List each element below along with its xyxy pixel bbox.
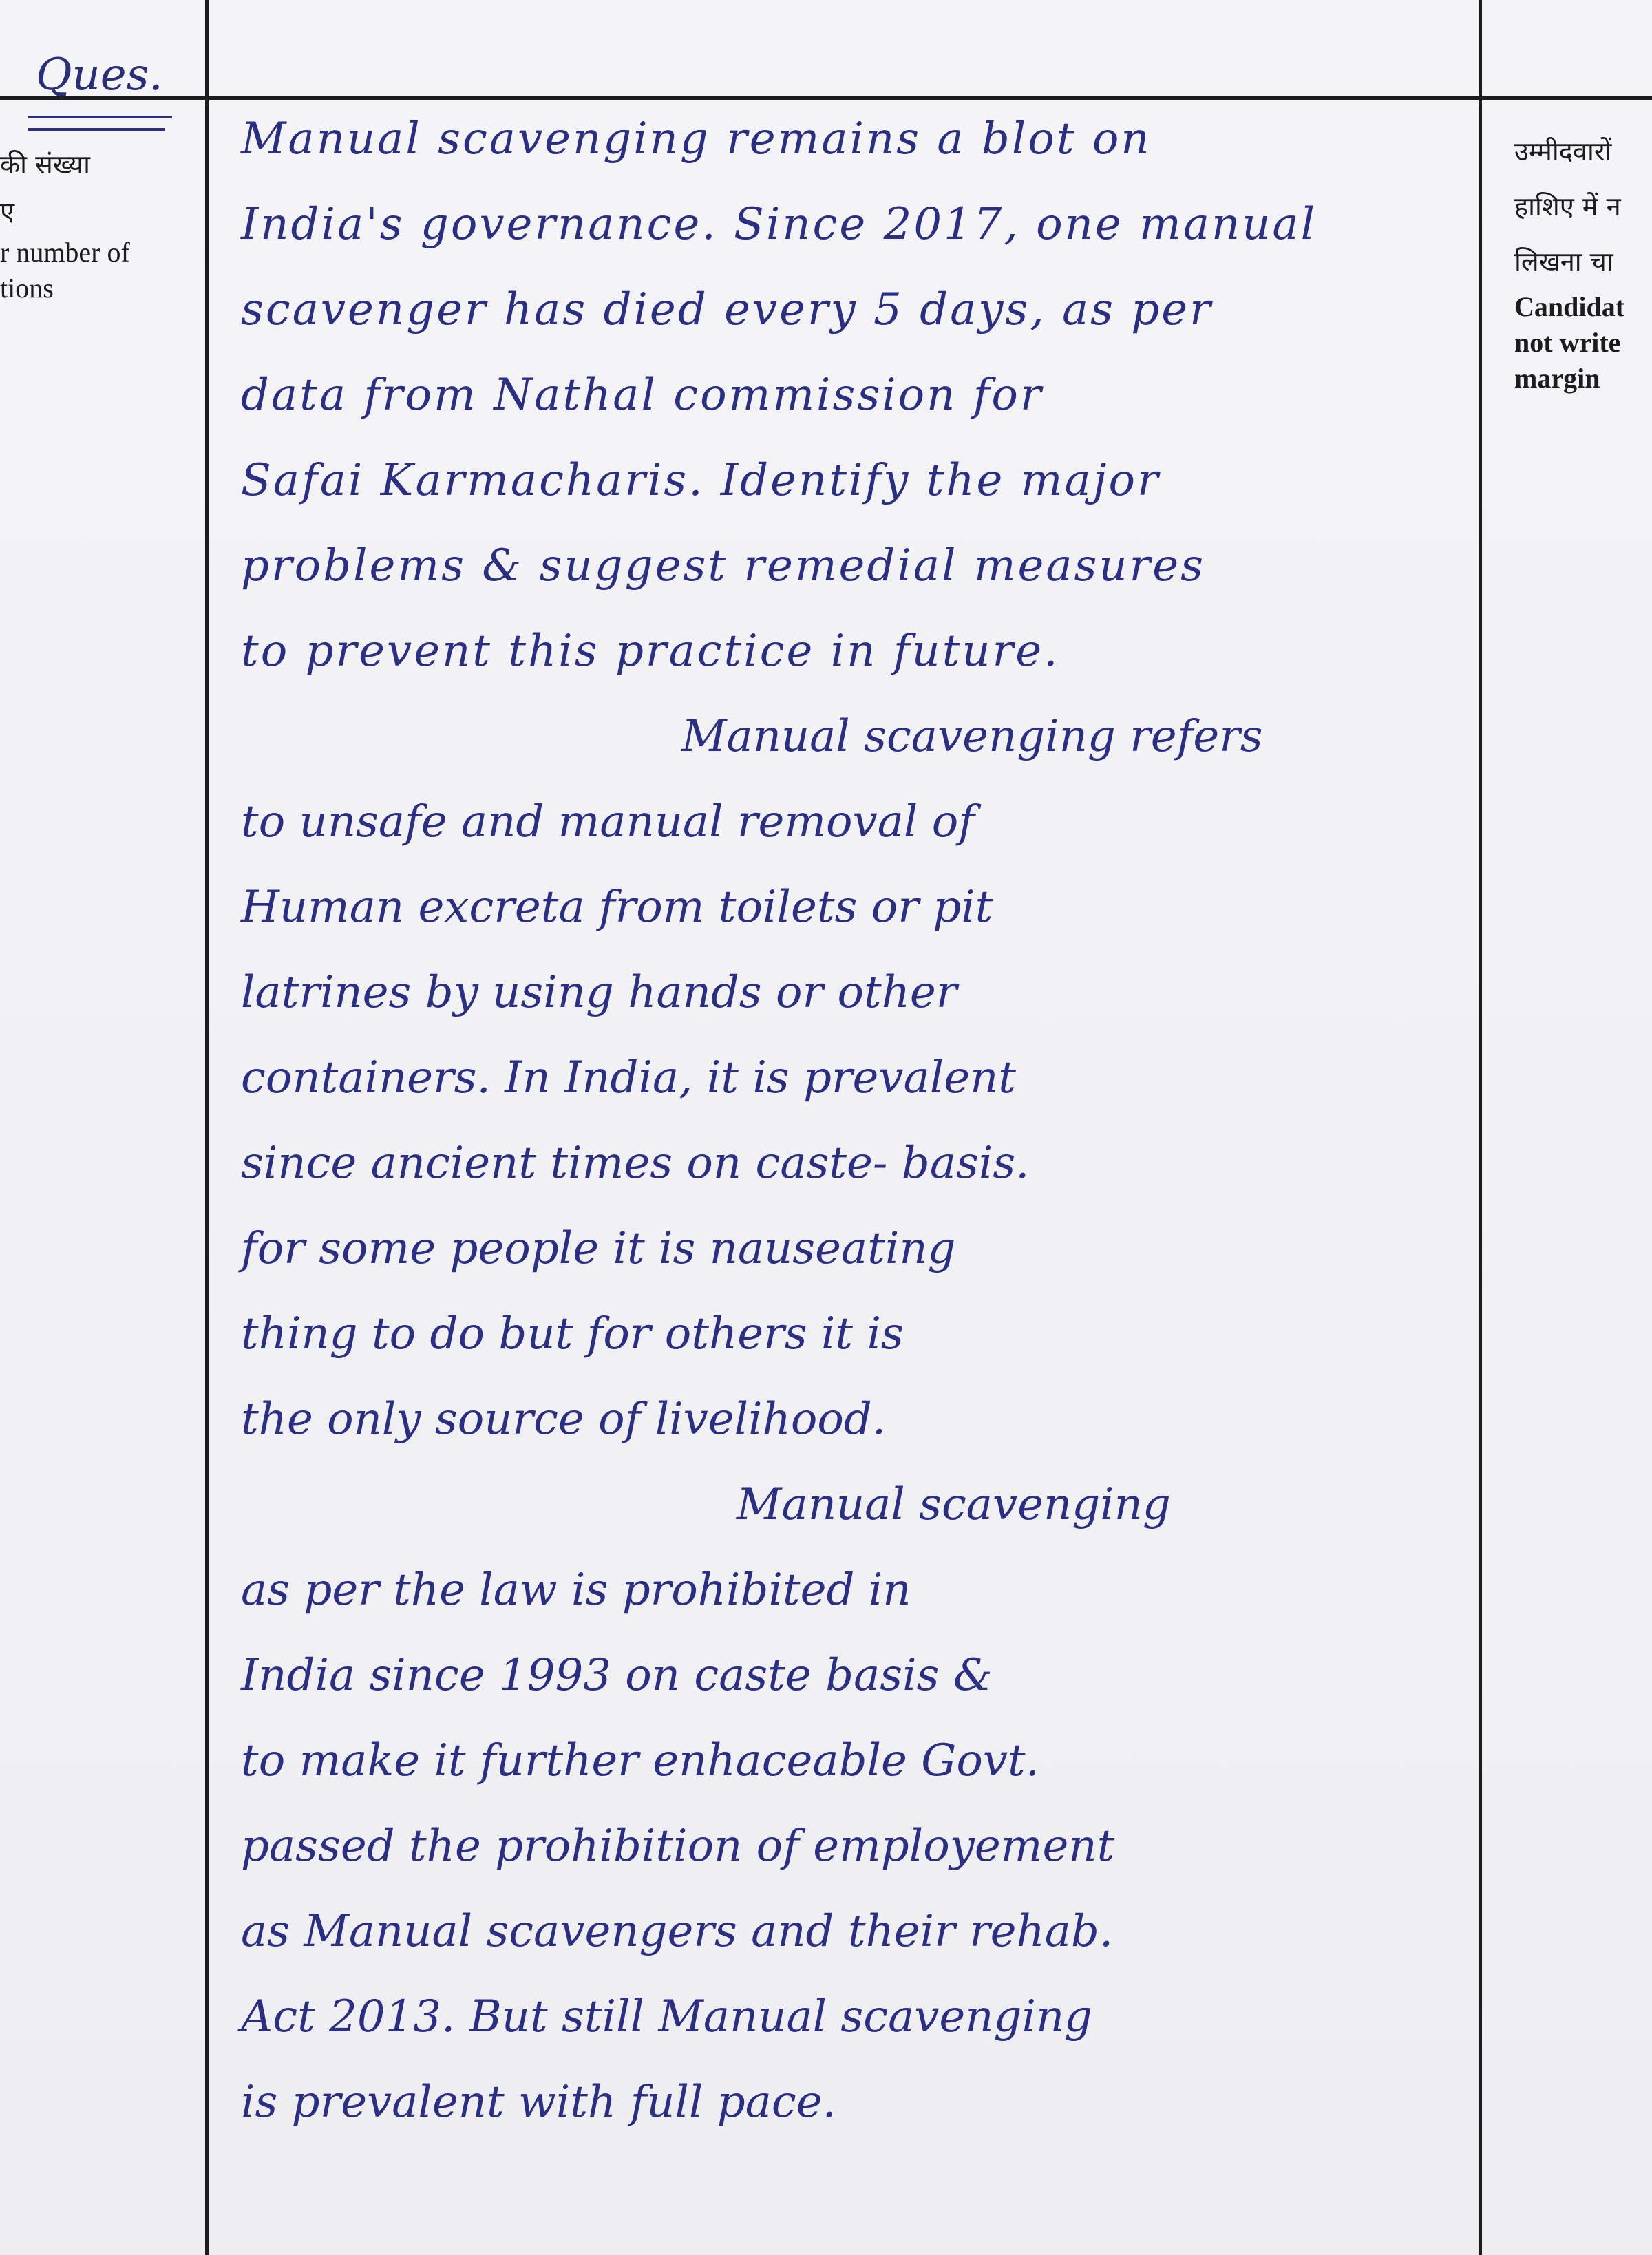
- left-margin-english-line: r number of: [0, 237, 130, 268]
- paragraph-line: since ancient times on caste- basis.: [241, 1138, 1030, 1189]
- left-margin-hindi-line: की संख्या: [0, 149, 90, 180]
- question-label-underline: [28, 116, 172, 118]
- paragraph-line: India since 1993 on caste basis &: [241, 1650, 993, 1701]
- paragraph-line: thing to do but for others it is: [241, 1309, 904, 1359]
- right-margin-instructions: [1514, 124, 1652, 396]
- right-margin-english-line: margin: [1514, 363, 1600, 394]
- handwritten-answer: [241, 96, 1473, 2145]
- question-text: [241, 96, 1473, 694]
- paragraph-line: as Manual scavengers and their rehab.: [241, 1906, 1114, 1957]
- left-margin-instructions: [0, 141, 206, 306]
- question-line: problems & suggest remedial measures: [241, 540, 1205, 591]
- question-line: to prevent this practice in future.: [241, 626, 1060, 677]
- right-margin-hindi-line: उम्मीदवारों: [1514, 136, 1612, 167]
- paragraph-line: is prevalent with full pace.: [241, 2077, 836, 2128]
- paragraph-line: passed the prohibition of employement: [241, 1821, 1115, 1872]
- paragraph-line: as per the law is prohibited in: [241, 1565, 911, 1616]
- right-margin-border: [1479, 0, 1482, 2255]
- question-line: data from Nathal commission for: [241, 370, 1044, 421]
- left-margin-hindi-line: ए: [0, 196, 15, 226]
- paragraph-line: containers. In India, it is prevalent: [241, 1052, 1016, 1103]
- question-label: Ques.: [36, 50, 163, 100]
- answer-paragraph-2: [241, 1462, 1473, 2145]
- paragraph-line: latrines by using hands or other: [241, 967, 957, 1018]
- paragraph-line: the only source of livelihood.: [241, 1394, 887, 1445]
- question-line: Manual scavenging remains a blot on: [241, 114, 1152, 165]
- paragraph-line: Manual scavenging refers: [681, 711, 1263, 762]
- paragraph-line: to unsafe and manual removal of: [241, 796, 975, 847]
- left-margin-border: [205, 0, 209, 2255]
- right-margin-hindi-line: हाशिए में न: [1514, 191, 1621, 222]
- right-margin-english-line: Candidat: [1514, 291, 1625, 322]
- question-label-underline: [28, 128, 165, 131]
- right-margin-english-line: not write: [1514, 327, 1621, 358]
- right-margin-hindi-line: लिखना चा: [1514, 246, 1613, 277]
- question-line: India's governance. Since 2017, one manual: [241, 199, 1317, 250]
- answer-paragraph-1: [241, 694, 1473, 1462]
- paragraph-line: Human excreta from toilets or pit: [241, 882, 993, 933]
- paragraph-line: to make it further enhaceable Govt.: [241, 1735, 1040, 1786]
- question-line: scavenger has died every 5 days, as per: [241, 284, 1213, 335]
- question-line: Safai Karmacharis. Identify the major: [241, 455, 1161, 506]
- paragraph-line: Act 2013. But still Manual scavenging: [241, 1991, 1093, 2042]
- left-margin-english-line: tions: [0, 273, 54, 304]
- paragraph-line: for some people it is nauseating: [241, 1223, 956, 1274]
- paragraph-line: Manual scavenging: [737, 1479, 1171, 1530]
